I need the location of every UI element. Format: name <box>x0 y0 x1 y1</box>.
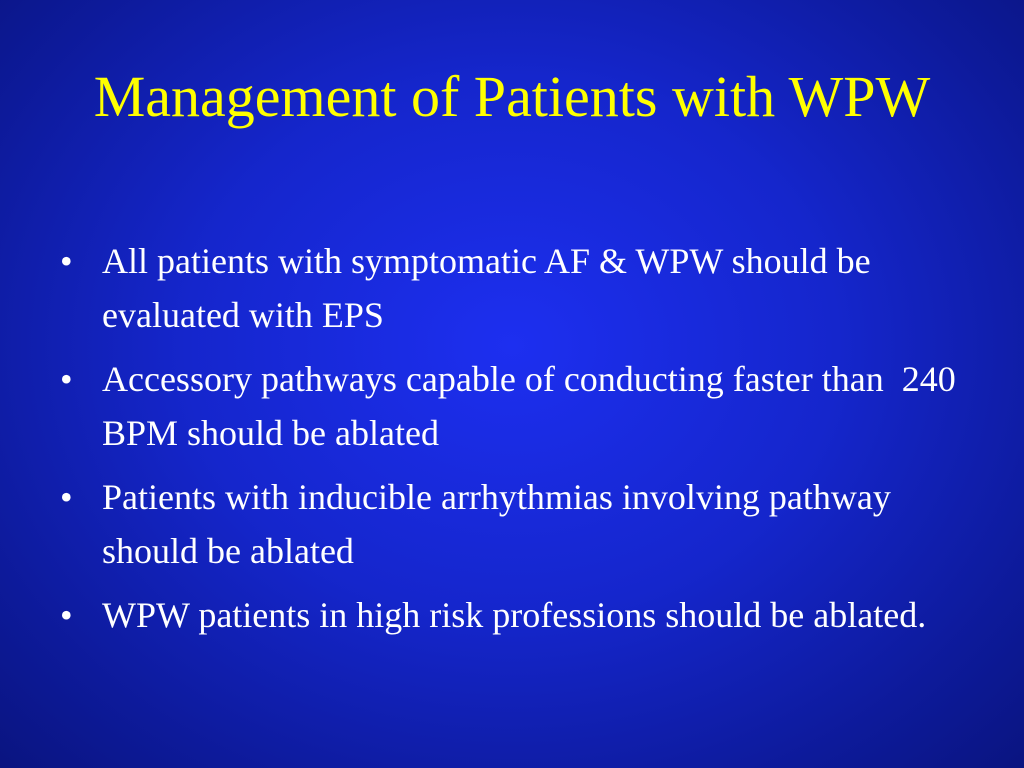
bullet-item <box>56 234 956 342</box>
bullet-icon: • <box>60 359 73 399</box>
bullet-item <box>56 352 965 460</box>
bullet-text: Accessory pathways capable of conducting faster than 240 BPM should be ablated <box>102 359 965 453</box>
bullet-icon: • <box>60 241 73 281</box>
bullet-text: Patients with inducible arrhythmias involving pathway should be ablated <box>102 477 891 571</box>
bullet-text: WPW patients in high risk professions should be ablated. <box>102 595 927 635</box>
bullet-item <box>56 470 956 578</box>
bullet-item <box>56 588 956 642</box>
bullet-list <box>56 234 965 652</box>
bullet-icon: • <box>60 477 73 517</box>
slide-title: Management of Patients with WPW <box>93 64 931 129</box>
bullet-text: All patients with symptomatic AF & WPW should be evaluated with EPS <box>102 241 871 335</box>
bullet-icon: • <box>60 595 73 635</box>
